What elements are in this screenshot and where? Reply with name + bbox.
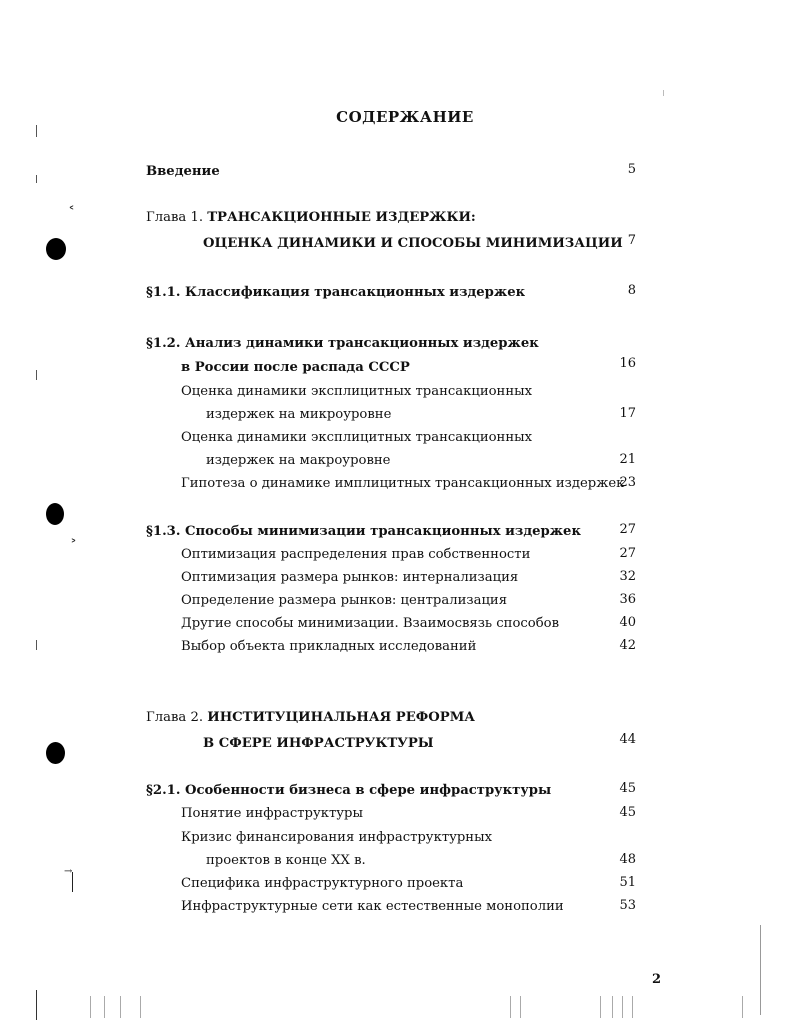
toc-entry-text: издержек на микроуровне [206,407,392,422]
toc-page: 45 [619,781,636,796]
toc-page: 23 [619,475,636,490]
toc-entry [146,709,475,727]
toc-page: 45 [619,805,636,820]
page-title: СОДЕРЖАНИЕ [336,108,474,126]
toc-page: 48 [619,852,636,867]
scan-noise [632,996,633,1018]
margin-tick-mark [36,990,37,1020]
toc-entry [203,235,623,253]
toc-entry [206,452,390,470]
toc-entry [181,475,624,493]
scan-mark: → [64,866,73,877]
toc-page: 8 [627,283,636,298]
scan-noise [510,996,511,1018]
toc-entry [206,406,391,424]
toc-entry-text: Оптимизация размера рынков: интернализация [181,570,519,585]
toc-entry [181,359,410,377]
toc-page: 5 [627,162,636,177]
toc-entry-text: проектов в конце XX в. [206,853,366,868]
scan-noise [600,996,601,1018]
toc-page: 32 [619,569,636,584]
toc-entry [181,546,530,564]
toc-entry-text: Определение размера рынков: централизация [181,593,508,608]
scan-noise [622,996,623,1018]
scan-noise [120,996,121,1018]
toc-entry-text: Кризис финансирования инфраструктурных [181,830,493,845]
margin-tick-mark [663,90,664,96]
toc-page: 40 [619,615,636,630]
toc-entry [181,829,492,847]
punch-hole-mark [46,503,64,525]
toc-entry [181,592,507,610]
toc-entry [181,429,532,447]
toc-entry-text: §1.1. Классификация трансакционных издержек [146,285,526,300]
scan-mark: ˃ [70,538,77,554]
toc-entry-text: Выбор объекта прикладных исследований [181,639,477,654]
toc-entry [181,569,518,587]
toc-entry-text: издержек на макроуровне [206,453,391,468]
toc-page: 21 [619,452,636,467]
margin-tick-mark [36,370,37,380]
toc-entry [203,735,434,753]
margin-tick-mark [36,640,37,650]
scan-noise [742,996,743,1018]
toc-entry-text: Введение [146,164,220,179]
toc-page: 53 [619,898,636,913]
toc-entry [146,163,220,181]
page-number: 2 [652,972,662,987]
toc-entry [146,335,539,353]
toc-entry [146,284,525,302]
toc-page: 7 [627,233,636,248]
toc-entry-text: §1.3. Способы минимизации трансакционных издержек [146,524,581,539]
toc-page: 36 [619,592,636,607]
toc-entry [181,615,559,633]
toc-entry [181,875,463,893]
toc-page: 27 [619,522,636,537]
toc-entry-text: §1.2. Анализ динамики трансакционных издержек [146,336,539,351]
toc-entry-text: Оптимизация распределения прав собственности [181,547,531,562]
toc-page: 27 [619,546,636,561]
toc-page: 16 [619,356,636,371]
scan-noise [90,996,91,1018]
toc-entry-text: Оценка динамики эксплицитных трансакционных [181,430,533,445]
toc-entry-text: Инфраструктурные сети как естественные монополии [181,899,564,914]
margin-tick-mark [36,175,37,183]
chapter-prefix: Глава 2. [146,710,208,725]
toc-entry [181,383,532,401]
margin-tick-mark [760,925,761,1015]
toc-entry-text: ИНСТИТУЦИНАЛЬНАЯ РЕФОРМА [207,710,476,725]
toc-page: 44 [619,732,636,747]
toc-entry-text: Специфика инфраструктурного проекта [181,876,464,891]
toc-entry-text: ОЦЕНКА ДИНАМИКИ И СПОСОБЫ МИНИМИЗАЦИИ [203,236,623,251]
scan-noise [520,996,521,1018]
toc-entry-text: в России после распада СССР [181,360,410,375]
toc-entry-text: Оценка динамики эксплицитных трансакционных [181,384,533,399]
margin-tick-mark [36,125,37,137]
toc-entry-text: §2.1. Особенности бизнеса в сфере инфраструктуры [146,783,552,798]
toc-entry-text: ТРАНСАКЦИОННЫЕ ИЗДЕРЖКИ: [207,210,476,225]
toc-entry [206,852,366,870]
scan-noise [104,996,105,1018]
punch-hole-mark [46,742,65,764]
toc-entry [146,782,551,800]
toc-entry [181,898,564,916]
toc-entry [146,209,476,227]
toc-entry-text: Понятие инфраструктуры [181,806,363,821]
scan-noise [140,996,141,1018]
toc-page: 42 [619,638,636,653]
toc-entry [181,805,363,823]
scan-noise [612,996,613,1018]
toc-entry [146,523,581,541]
toc-entry [181,638,476,656]
scan-mark: ˂ [68,205,75,221]
toc-page: 17 [619,406,636,421]
toc-entry-text: Гипотеза о динамике имплицитных трансакционных издержек [181,476,625,491]
toc-entry-text: В СФЕРЕ ИНФРАСТРУКТУРЫ [203,736,434,751]
punch-hole-mark [46,238,66,260]
chapter-prefix: Глава 1. [146,210,208,225]
toc-page: 51 [619,875,636,890]
toc-entry-text: Другие способы минимизации. Взаимосвязь способов [181,616,560,631]
